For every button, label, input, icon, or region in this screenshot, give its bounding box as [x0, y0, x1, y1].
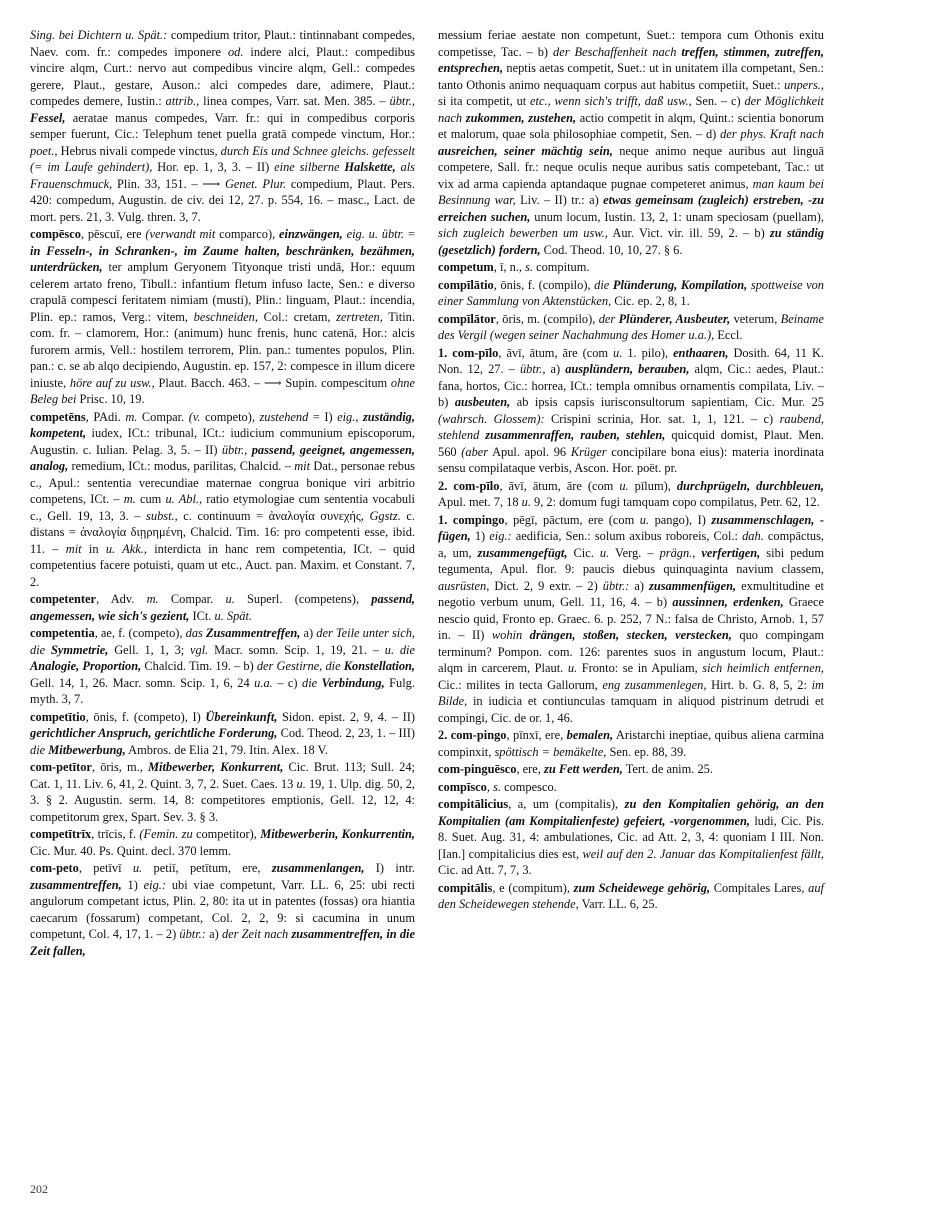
- entry-text: – c): [272, 675, 303, 690]
- entry-text: zusammentreffen,: [30, 877, 122, 892]
- headword: compīlātio: [438, 277, 494, 292]
- entry-text: die: [30, 742, 49, 757]
- entry-text: , ōris, m.,: [91, 760, 149, 774]
- entry-text: , a, um (compitalis),: [508, 797, 625, 811]
- entry-text: Eccl.: [714, 328, 743, 342]
- entry-text: Apul. met. 7, 18: [438, 495, 522, 509]
- entry-text: übtr.:: [602, 578, 630, 593]
- entry-text: Plaut. Bacch. 463. – ⟶ Supin. compescitum: [154, 375, 391, 390]
- entry-text: ratio etymologiae cum sententia vocabuli c., Gell. 19, 13, 3. –: [30, 492, 415, 523]
- entry-text: compesco.: [501, 779, 557, 794]
- entry-text: Dict. 2, 9 extr. – 2): [489, 578, 603, 593]
- entry-text: (aber: [461, 444, 489, 459]
- entry-text: passend, angemessen, wie sich's gezient,: [30, 592, 415, 623]
- entry-text: Plünderung, Kompilation,: [612, 277, 748, 292]
- entry-text: im Bilde,: [438, 677, 825, 708]
- headword: 1. compingo: [438, 512, 505, 527]
- entry-text: Sen. – c): [691, 94, 745, 108]
- headword: com-peto: [30, 861, 79, 875]
- entry-text: durchprügeln, durchbleuen,: [676, 478, 824, 493]
- entry-text: der Gestirne, die: [256, 659, 344, 673]
- entry-text: c. continuum = ἀναλογία συνεχής,: [177, 508, 370, 523]
- entry-text: , PAdi.: [85, 409, 126, 424]
- entry-text: u.a.: [254, 675, 273, 690]
- entry-text: exmultitudine et negotio verbum unum, Gell. 11, 16, 4. – b): [438, 578, 824, 609]
- entry-text: eig. u. übtr.: [346, 227, 405, 241]
- entry-text: auf den Scheidewegen stehende,: [438, 880, 824, 911]
- dictionary-entry: [438, 779, 824, 796]
- entry-text: Aur. Vict. vir. ill. 59, 2. – b): [607, 226, 770, 240]
- entry-text: remedium, ICt.: modus, parilitas, Chalcid. –: [68, 459, 295, 473]
- entry-text: , ī, n.,: [493, 260, 526, 274]
- entry-text: eine silberne: [274, 160, 345, 174]
- entry-text: messium feriae aestate non competunt, Suet.: tempora cum Othonis exitu competisse, Tac. – b): [438, 28, 824, 59]
- entry-text: man kaum bei Besinnung war,: [438, 176, 824, 207]
- entry-text: , ōnis, f. (compilo),: [493, 277, 595, 292]
- entry-text: ,: [486, 779, 494, 794]
- headword: compitālis: [438, 880, 493, 895]
- entry-text: übtr.,: [221, 442, 248, 457]
- entry-text: u.: [567, 661, 578, 675]
- entry-text: die: [594, 277, 613, 292]
- entry-text: , ōnis, f. (competo), I): [85, 709, 206, 724]
- entry-text: poet.,: [30, 143, 58, 158]
- entry-text: (verwandt mit: [145, 227, 216, 241]
- entry-text: u.: [613, 345, 623, 360]
- dictionary-entry: [438, 761, 824, 778]
- entry-text: (Femin. zu: [139, 827, 193, 841]
- entry-text: 19, 1. Ulp. dig. 50, 2, 3. § 2. Augustin. serm. 14, 8: competitores emptionis, Gell. 12, 12, 4: competitorum grex, Spart. Sev. 3. § 3.: [30, 776, 416, 824]
- entry-text: , e (compitum),: [492, 880, 574, 895]
- entry-text: als Frauenschmuck,: [30, 160, 415, 191]
- entry-text: der Zeit nach: [221, 927, 292, 941]
- entry-text: alqm, Cic.: aedes, Plaut.: fana, hortos, Cic.: horrea, ICt.: templa omnibus ornamentis compilata, Liv. – b): [438, 362, 824, 409]
- entry-text: compedium, Plaut. Pers. 420: compedum, Augustin. de civ. dei 12, 27. p. 554, 16. – masc., Lact. de mort. pers. 21, 3. Vulg. thren. 3, 7.: [30, 176, 415, 224]
- entry-text: der: [598, 311, 619, 326]
- entry-text: pīlum),: [628, 478, 677, 493]
- entry-text: petiī, petītum, ere,: [142, 861, 272, 875]
- dictionary-entry: [438, 311, 824, 344]
- entry-text: u. Akk.,: [105, 541, 147, 556]
- dictionary-entry: [438, 796, 824, 879]
- entry-text: 1): [470, 529, 490, 543]
- entry-text: übtr.:: [179, 927, 206, 941]
- entry-text: zusammentreffen, in die Zeit fallen,: [30, 927, 415, 958]
- entry-text: Cod. Theod. 2, 23, 1. – III): [277, 726, 415, 740]
- entry-text: Hirt. b. G. 8, 5, 2:: [706, 677, 812, 692]
- dictionary-entry: [30, 27, 415, 225]
- entry-text: ausplündern, berauben,: [565, 362, 690, 376]
- dictionary-entry: [438, 512, 824, 727]
- headword: compitālicius: [438, 797, 509, 811]
- entry-text: (v.: [188, 409, 201, 424]
- entry-text: übtr.,: [389, 94, 415, 108]
- entry-text: u.: [599, 545, 610, 560]
- entry-text: ausreichen, seiner mächtig sein,: [438, 143, 613, 158]
- entry-text: u. die: [384, 642, 415, 657]
- entry-text: zuständig, kompetent,: [30, 409, 415, 440]
- entry-text: competitor),: [192, 827, 261, 841]
- page-number: 202: [30, 1182, 48, 1196]
- headword: com-petītor: [30, 760, 92, 774]
- dictionary-entry: [438, 478, 824, 511]
- entry-text: ludi, Cic. Pis. 8. Suet. Aug. 31, 4: ambulationes, Cic. ad Att. 2, 3, 4: quoniam I III. Non. [Ian.] compitalicius dies est,: [438, 813, 824, 861]
- entry-text: Chalcid. Tim. 19. – b): [141, 659, 257, 673]
- entry-text: Graece nescio quid, Fronto ep. Graec. 6. p. 252, 7 N.: falsa de Christo, Arnob. 1, 57 in. – II): [438, 595, 824, 642]
- entry-text: linea compes, Varr. sat. Men. 385. –: [199, 94, 390, 108]
- entry-text: subst.,: [146, 508, 178, 523]
- entry-text: wohin: [491, 628, 530, 642]
- entry-text: u.: [296, 776, 306, 791]
- entry-text: m.: [125, 409, 138, 424]
- entry-text: raubend, stehlend: [438, 411, 825, 442]
- right-column: [438, 27, 824, 914]
- entry-text: Dosith. 64, 11 K. Non. 12, 27. –: [438, 345, 824, 376]
- entry-text: zustehend: [259, 409, 309, 424]
- entry-text: einzwängen,: [279, 227, 343, 241]
- entry-text: eng zusammenlegen,: [602, 677, 707, 692]
- headword: compēsco: [30, 227, 81, 241]
- headword: 2. com-pingo: [438, 728, 507, 742]
- entry-text: ICt.: [189, 608, 215, 623]
- entry-text: der Beschaffenheit nach: [553, 44, 682, 59]
- left-column: [30, 27, 415, 960]
- entry-text: cum: [135, 492, 166, 506]
- entry-text: quicquid domist, Plaut. Men. 560: [438, 428, 825, 459]
- entry-text: vgl.: [190, 642, 209, 657]
- entry-text: drängen, stoßen, stecken, verstecken,: [529, 628, 732, 642]
- entry-text: Varr. LL. 6, 25.: [578, 897, 658, 911]
- entry-text: Tert. de anim. 25.: [622, 762, 713, 776]
- dictionary-entry: [438, 259, 824, 276]
- headword: compīsco: [438, 779, 487, 794]
- entry-text: u.: [132, 861, 143, 875]
- entry-text: veterum,: [730, 311, 781, 326]
- entry-text: aedificia, Sen.: solum axibus roboreis, Col.:: [511, 529, 743, 543]
- entry-text: u.: [521, 495, 531, 509]
- headword: 1. com-pīlo: [438, 345, 499, 360]
- entry-text: Verg. –: [609, 545, 660, 560]
- entry-text: =: [404, 227, 415, 241]
- entry-text: mit: [65, 541, 82, 556]
- entry-text: actio competit in alqm, Quint.: scientia bonorum et malorum, quae sola philosophiae competit, Sen. – d): [438, 110, 825, 141]
- entry-text: , petīvī: [78, 861, 133, 875]
- entry-text: 9, 2: domum fugi tamquam copo compilatus, Petr. 62, 12.: [530, 495, 820, 509]
- dictionary-entry: [30, 409, 415, 591]
- dictionary-entry: [438, 345, 824, 477]
- entry-text: ubi viae competunt, Varr. LL. 6, 25: ubi recti angulorum competant ictus, Plin. 2, 80: ita ut in patentes (fossas) ora hiantia caecarum (fossarum) competant, Col. 2, 2, 9: si cacumina in unum competunt, Col. 4, 17, 1. – 2): [30, 877, 415, 941]
- entry-text: Sen. ep. 88, 39.: [606, 744, 687, 759]
- entry-text: Compar.: [158, 592, 226, 606]
- entry-text: Cic. ad Att. 7, 7, 3.: [438, 863, 532, 877]
- entry-text: pango), I): [649, 512, 712, 527]
- dictionary-entry: [30, 759, 415, 825]
- dictionary-entry: [30, 591, 415, 624]
- entry-text: durch Eis und Schnee gleichs. gefesselt (= im Laufe gehindert),: [30, 143, 415, 174]
- entry-text: c. distans = ἀναλογία διῃρημένη, Chalcid. Tim. 16: pro competenti esse, ibid. 11. –: [30, 508, 415, 556]
- entry-text: Ambros. de Elia 21, 79. Itin. Alex. 18 V.: [125, 742, 328, 757]
- entry-text: u.: [639, 512, 650, 527]
- entry-text: ab ipsis capsis iurisconsultorum sapientiam, Cic. Mur. 25: [510, 395, 824, 409]
- entry-text: unum locum, Iustin. 13, 2, 1: unam speciosam (puellam),: [530, 209, 824, 224]
- entry-text: eig.:: [489, 529, 512, 543]
- entry-text: Cic. ep. 2, 8, 1.: [611, 294, 690, 308]
- entry-text: Fessel,: [30, 110, 66, 125]
- dictionary-entry: [30, 625, 415, 708]
- entry-text: concipilare bona eius): materia inordinata sensu compilataque verbis, Ascon. Hor. poët. pr.: [438, 444, 824, 475]
- entry-text: ohne Beleg bei: [30, 375, 415, 406]
- entry-text: compedium tritor, Plaut.: tintinnabant compedes, Naev. com. fr.: compedes imponere: [30, 28, 415, 59]
- entry-text: Prisc. 10, 19.: [76, 392, 145, 406]
- dictionary-entry: [30, 826, 415, 859]
- entry-text: interdicta in hanc rem competentia, ICt. – quid competentius facere potuisti, quam ut etc., Auct. pan. Maxim. et Constant. 7, 2.: [30, 541, 415, 589]
- entry-text: attrib.,: [165, 94, 200, 108]
- entry-text: Halskette,: [344, 160, 396, 174]
- entry-text: prägn.,: [659, 545, 696, 560]
- entry-text: mit: [294, 459, 311, 473]
- entry-text: , pēgī, pāctum, ere (com: [504, 512, 640, 527]
- entry-text: Konstellation,: [343, 659, 415, 673]
- entry-text: Titin. com. fr. – clamorem, Hor.: (animum) hunc frenis, hunc catenā, Hor.: alcis furorem armis, Vell.: hostilem terrorem, Plin. pan.: tumentes populos, Plin. pan.: c. se ab alqo decipiendo, Augustin. ep. 157, 2: compesce in illum dicere iniuste,: [30, 309, 415, 390]
- entry-text: in: [81, 541, 106, 556]
- entry-text: Hebrus nivali compede vinctus,: [57, 143, 221, 158]
- dictionary-entry: [30, 860, 415, 959]
- entry-text: , ere,: [516, 762, 545, 776]
- entry-text: u.: [225, 592, 235, 606]
- entry-text: , ōris, m. (compilo),: [495, 311, 599, 326]
- entry-text: s.: [493, 779, 501, 794]
- headword: competentia: [30, 626, 95, 640]
- entry-text: neque animo neque auribus aut linguā competere, Sall. fr.: neque oculis neque auribus satis competebant, Tac.: ut vix ad arma capienda aptandaque pugnae competeret animus,: [438, 143, 824, 191]
- entry-text: übtr.,: [519, 362, 546, 376]
- entry-text: compāctus, a, um,: [438, 529, 824, 560]
- entry-text: 1. pilo),: [622, 345, 674, 360]
- entry-text: ter amplum Geryonem Tityonque tristi undā, Hor.: equum celerem artato freno, Tibull.: infantium fletum infuso lacte, Sen.: e diverso crapulā compesci feritatem nimiam (musti), Plin.: linguam, Plaut.: incendia, Plin. ep.: ramos, Verg.: vitem,: [30, 260, 415, 324]
- dictionary-entry: [438, 277, 824, 310]
- entry-text: beschneiden,: [193, 309, 258, 324]
- entry-text: (wahrsch. Glossem):: [438, 411, 545, 426]
- entry-text: treffen, stimmen, zutreffen, entsprechen,: [438, 44, 824, 75]
- headword: competenter: [30, 592, 97, 606]
- entry-text: Dat., personae rebus c., Apul.: sententia verecundiae maternae congrua bonique viri arbitrio competens, ICt. –: [30, 459, 416, 506]
- entry-text: a): [205, 927, 222, 941]
- entry-text: iudex, ICt.: tribunal, ICt.: iudicium communium episcoporum, Augustin. c. Iulian. Pelag. 3, 5. – II): [30, 426, 415, 457]
- entry-text: a): [300, 626, 317, 640]
- entry-text: sich zugleich bewerben um usw.,: [438, 226, 608, 240]
- entry-text: spottweise von einer Sammlung von Aktenstücken,: [438, 277, 824, 308]
- entry-text: Apul. apol. 96: [488, 444, 571, 459]
- entry-text: das: [185, 626, 206, 640]
- entry-text: passend, geeignet, angemessen, analog,: [30, 442, 415, 473]
- entry-text: weil auf den 2. Januar das Kompitalienfest fällt,: [582, 846, 825, 861]
- entry-text: Col.: cretam,: [257, 309, 337, 324]
- entry-text: enthaaren,: [673, 345, 729, 360]
- dictionary-entry: [30, 709, 415, 759]
- entry-text: zusammenschlagen, -fügen,: [438, 512, 824, 543]
- entry-text: Beiname des Vergil (wegen seiner Nachahmung des Homer u.a.),: [438, 311, 824, 342]
- entry-text: m.: [123, 492, 136, 506]
- entry-text: gerichtlicher Anspruch, gerichtliche Forderung,: [30, 726, 278, 740]
- entry-text: eig.:: [143, 877, 167, 892]
- entry-text: zukommen, zustehen,: [465, 110, 577, 125]
- entry-text: der Möglichkeit nach: [438, 94, 825, 125]
- entry-text: Compar.: [137, 409, 189, 424]
- entry-text: s.: [525, 260, 533, 274]
- entry-text: sibi pedum tegumenta, Apul. flor. 9: paucis diebus quinquaginta navium classem,: [438, 545, 824, 576]
- entry-text: Ggstz.: [369, 508, 401, 523]
- entry-text: Analogie, Proportion,: [30, 659, 142, 673]
- entry-text: a): [545, 362, 566, 376]
- entry-text: in Fesseln-, in Schranken-, im Zaume halten, beschränken, bezähmen, unterdrücken,: [30, 243, 415, 274]
- entry-text: ausbeuten,: [454, 395, 511, 409]
- entry-text: Verbindung,: [321, 675, 385, 690]
- entry-text: Cic. Mur. 40. Ps. Quint. decl. 370 lemm.: [30, 843, 231, 858]
- headword: competītrīx: [30, 827, 92, 841]
- dictionary-entry: [438, 727, 824, 760]
- entry-text: Krüger: [570, 444, 607, 459]
- entry-text: , āvī, ātum, āre (com: [499, 478, 620, 493]
- entry-text: dah.: [742, 529, 764, 543]
- entry-text: u. Abl.,: [165, 492, 203, 506]
- entry-text: in iudicia et contiunculas tamquam in aliquod pistrinum detrudi et compingi, Cic. de or. 1, 46.: [438, 694, 824, 725]
- entry-text: compitum.: [533, 260, 590, 274]
- dictionary-entry: [438, 880, 824, 913]
- entry-text: spöttisch = bemäkelte,: [494, 744, 607, 759]
- entry-text: Zusammentreffen,: [205, 626, 301, 640]
- entry-text: Aristarchi ineptiae, quibus aliena carmina compinxit,: [438, 728, 824, 759]
- entry-text: der phys. Kraft nach: [720, 127, 825, 141]
- entry-text: aeratae manus compedes, Varr. fr.: qui in compedibus corporis semper fuerunt, Cic.: Telephum tenet puella gratā compede vinctum, Hor.:: [30, 110, 415, 141]
- dictionary-entry: [438, 27, 824, 258]
- entry-text: unpers.,: [784, 77, 824, 92]
- entry-text: aussinnen, erdenken,: [672, 595, 784, 609]
- entry-text: Sidon. epist. 2, 9, 4. – II): [277, 709, 415, 724]
- entry-text: Cic.: [567, 545, 600, 560]
- entry-text: zum Scheidewege gehörig,: [573, 880, 711, 895]
- entry-text: , ae, f. (competo),: [94, 626, 186, 640]
- entry-text: , āvī, ātum, āre (com: [498, 345, 614, 360]
- entry-text: u. Spät.: [214, 608, 253, 623]
- entry-text: zu Fett werden,: [544, 762, 623, 776]
- entry-text: Sing. bei Dichtern u. Spät.:: [30, 28, 168, 42]
- entry-text: etc., wenn sich's trifft, daß usw.,: [530, 94, 692, 108]
- entry-text: der Teile unter sich, die: [30, 626, 416, 657]
- headword: compīlātor: [438, 311, 496, 326]
- entry-text: etwas gemeinsam (zugleich) erstreben, -zu erreichen suchen,: [438, 193, 824, 224]
- entry-text: Liv. – II) tr.: a): [515, 193, 604, 207]
- entry-text: Fronto: se in Apuliam,: [577, 661, 703, 675]
- entry-text: zu ständig (gesetzlich) fordern,: [438, 226, 825, 257]
- entry-text: zusammengefügt,: [477, 545, 568, 560]
- entry-text: indere alci, Plaut.: compedibus vincire alqm, Curt.: nervo aut compedibus vincire alqm, Gell.: compedes gerere, Plaut., gestare, Auson.: alci compedes dare, adimere, Plaut.: compedes demere, Iustin.:: [30, 44, 415, 108]
- entry-text: I) intr.: [364, 861, 415, 875]
- entry-text: Cic.: milites in tecta Gallorum,: [438, 677, 603, 692]
- entry-text: Cod. Theod. 10, 10, 27. § 6.: [540, 242, 683, 257]
- entry-text: a): [629, 578, 650, 593]
- headword: com-pinguēsco: [438, 762, 517, 776]
- entry-text: Mitbewerberin, Konkurrentin,: [260, 827, 415, 841]
- entry-text: , trīcis, f.: [91, 827, 140, 841]
- entry-text: Compitales Lares,: [710, 880, 809, 895]
- entry-text: Macr. somn. Scip. 1, 19, 21. –: [208, 642, 385, 657]
- entry-text: Gell. 1, 1, 3;: [108, 642, 191, 657]
- entry-text: Gell. 14, 1, 26. Macr. somn. Scip. 1, 6, 24: [30, 675, 255, 690]
- entry-text: od.: [227, 44, 244, 59]
- entry-text: 1): [121, 877, 144, 892]
- dictionary-entry: [30, 226, 415, 408]
- entry-text: eig.,: [337, 409, 359, 424]
- entry-text: Plin. 33, 151. – ⟶: [112, 176, 225, 191]
- entry-text: Mitbewerber, Konkurrent,: [148, 760, 284, 774]
- entry-text: zusammenfügen,: [649, 578, 737, 593]
- entry-text: neptis aetas competit, Suet.: ut in unitatem illa competant, Sen.: tanto Othonis animo nequaquam corpus aut habitus competiit, Suet.:: [438, 61, 824, 92]
- entry-text: , Adv.: [96, 592, 147, 606]
- entry-text: sich heimlich entfernen,: [702, 661, 824, 675]
- headword: competītio: [30, 709, 86, 724]
- entry-text: Fulg. myth. 3, 7.: [30, 675, 415, 706]
- entry-text: ausrüsten,: [438, 578, 490, 593]
- entry-text: zertreten,: [336, 309, 383, 324]
- entry-text: Crispini scrinia, Hor. sat. 1, 1, 121. – c): [544, 411, 780, 426]
- entry-text: m.: [146, 592, 159, 606]
- entry-text: competo),: [200, 409, 260, 424]
- entry-text: Übereinkunft,: [205, 709, 278, 724]
- headword: competum: [438, 260, 494, 274]
- entry-text: comparco),: [215, 227, 280, 241]
- entry-text: Symmetrie,: [50, 642, 109, 657]
- entry-text: quo compingam terminum? Pompon. com. 126: parentes suos in angustum locum, Plaut.: alqm in carcerem, Plaut.: [438, 628, 824, 675]
- entry-text: bemalen,: [566, 728, 614, 742]
- entry-text: = I): [308, 409, 338, 424]
- entry-text: u.: [619, 478, 629, 493]
- entry-text: Superl. (competens),: [234, 592, 372, 606]
- headword: 2. com-pīlo: [438, 478, 500, 493]
- entry-text: , pēscuī, ere: [80, 227, 146, 241]
- entry-text: zusammenlangen,: [271, 861, 365, 875]
- entry-text: , pīnxī, ere,: [506, 728, 567, 742]
- headword: competēns: [30, 409, 86, 424]
- entry-text: verfertigen,: [701, 545, 761, 560]
- entry-text: Mitbewerbung,: [48, 742, 126, 757]
- entry-text: Plünderer, Ausbeuter,: [618, 311, 731, 326]
- entry-text: die: [302, 675, 322, 690]
- entry-text: Genet. Plur.: [224, 176, 287, 191]
- entry-text: Hor. ep. 1, 3, 3. – II): [152, 160, 275, 174]
- entry-text: Cic. Brut. 113; Sull. 24; Cat. 1, 11. Liv. 6, 41, 2. Quint. 3, 7, 2. Suet. Caes. 13: [30, 760, 415, 791]
- entry-text: höre auf zu usw.,: [69, 375, 155, 390]
- entry-text: zu den Kompitalien gehörig, an den Kompitalien (am Kompitalienfeste) gefeiert, -vorgenommen,: [438, 797, 824, 828]
- entry-text: si ita competit, ut: [438, 94, 531, 108]
- entry-text: zusammenraffen, rauben, stehlen,: [485, 428, 666, 442]
